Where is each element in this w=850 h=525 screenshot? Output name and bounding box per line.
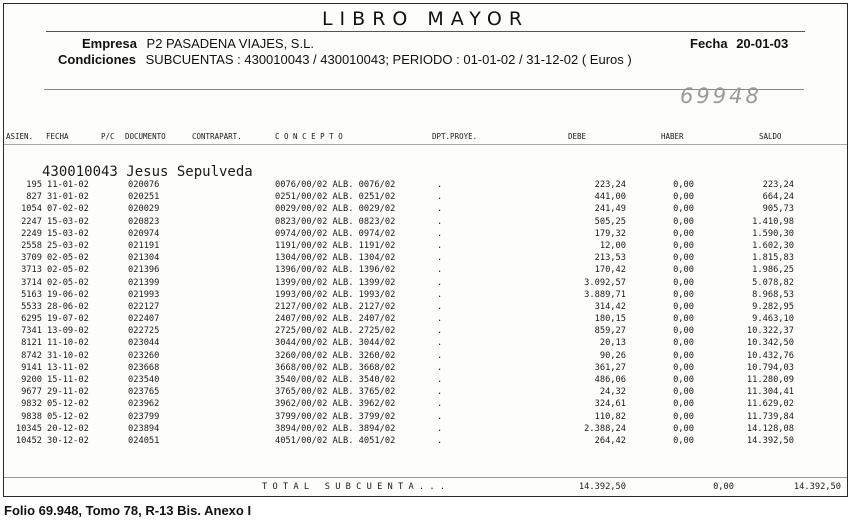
cell-haber: 0,00	[673, 228, 694, 239]
cell-haber: 0,00	[673, 350, 694, 361]
cell-debe: 213,53	[594, 253, 626, 264]
cell-saldo: 8.968,53	[752, 289, 794, 300]
cell-documento: 023540	[128, 375, 160, 385]
table-row	[4, 241, 847, 253]
cell-saldo: 9.282,95	[752, 301, 794, 312]
total-haber: 0,00	[713, 482, 734, 492]
cell-debe: 179,32	[594, 228, 626, 239]
cell-asien: 9141	[21, 362, 42, 373]
cell-haber: 0,00	[673, 204, 694, 215]
cell-debe: 505,25	[594, 216, 626, 227]
cell-debe: 361,27	[594, 362, 626, 373]
cell-concepto: 2127/00/02 ALB. 2127/02	[275, 301, 396, 312]
cell-haber: 0,00	[673, 423, 694, 434]
cell-saldo: 10.322,37	[746, 326, 794, 337]
table-row	[4, 278, 847, 290]
cell-concepto: 1191/00/02 ALB. 1191/02	[275, 240, 396, 251]
ledger-scan	[3, 3, 848, 497]
cell-saldo: 10.794,03	[746, 362, 794, 373]
cell-documento: 022407	[128, 314, 160, 325]
cell-haber: 0,00	[673, 435, 694, 446]
cell-debe: 441,00	[594, 192, 626, 203]
table-row	[4, 436, 847, 448]
col-haber: HABER	[661, 132, 684, 141]
cell-asien: 10452	[15, 435, 42, 446]
condiciones-row	[58, 52, 632, 67]
cell-fecha: 13-09-02	[47, 326, 89, 337]
cell-fecha: 31-10-02	[47, 350, 89, 361]
cell-fecha: 02-05-02	[47, 265, 89, 276]
cell-fecha: 20-12-02	[47, 423, 89, 434]
cell-debe: 859,27	[594, 326, 626, 337]
col-saldo: SALDO	[759, 132, 782, 141]
cell-fecha: 29-11-02	[47, 387, 89, 398]
cell-haber: 0,00	[673, 362, 694, 373]
cell-debe: 3.092,57	[584, 277, 626, 288]
cell-debe: 264,42	[594, 435, 626, 446]
table-row	[4, 424, 847, 436]
cell-documento: 023765	[128, 387, 160, 398]
cell-asien: 3713	[21, 265, 42, 276]
cell-haber: 0,00	[673, 411, 694, 422]
cell-debe: 2.388,24	[584, 423, 626, 434]
cell-fecha: 19-06-02	[47, 289, 89, 300]
cell-haber: 0,00	[673, 216, 694, 227]
cell-fecha: 11-01-02	[47, 180, 89, 190]
table-row	[4, 290, 847, 302]
cell-asien: 9200	[21, 375, 42, 385]
cell-fecha: 28-06-02	[47, 301, 89, 312]
col-contrapart: CONTRAPART.	[192, 132, 242, 141]
cell-asien: 7341	[21, 326, 42, 337]
table-row	[4, 363, 847, 375]
cell-dpt: .	[437, 423, 443, 434]
cell-dpt: .	[437, 411, 443, 422]
cell-concepto: 1993/00/02 ALB. 1993/02	[275, 289, 396, 300]
cell-haber: 0,00	[673, 326, 694, 337]
cell-dpt: .	[437, 289, 443, 300]
cell-saldo: 1.590,30	[752, 228, 794, 239]
cell-asien: 3709	[21, 253, 42, 264]
fecha-row	[690, 36, 788, 51]
cell-debe: 3.889,71	[584, 289, 626, 300]
empresa-row	[82, 36, 314, 51]
table-row	[4, 338, 847, 350]
cell-haber: 0,00	[673, 314, 694, 325]
cell-debe: 170,42	[594, 265, 626, 276]
table-row	[4, 351, 847, 363]
cell-documento: 023668	[128, 362, 160, 373]
cell-saldo: 1.410,98	[752, 216, 794, 227]
cell-fecha: 25-03-02	[47, 240, 89, 251]
cell-dpt: .	[437, 277, 443, 288]
cell-asien: 6295	[21, 314, 42, 325]
cell-documento: 020029	[128, 204, 160, 215]
cell-haber: 0,00	[673, 301, 694, 312]
table-row	[4, 314, 847, 326]
cell-dpt: .	[437, 216, 443, 227]
col-fecha: FECHA	[46, 132, 69, 141]
table-row	[4, 180, 847, 192]
table-row	[4, 387, 847, 399]
cell-asien: 827	[26, 192, 42, 203]
cell-fecha: 19-07-02	[47, 314, 89, 325]
title-rule	[46, 31, 805, 32]
cell-fecha: 13-11-02	[47, 362, 89, 373]
cell-concepto: 1304/00/02 ALB. 1304/02	[275, 253, 396, 264]
table-row	[4, 192, 847, 204]
cell-dpt: .	[437, 362, 443, 373]
cell-debe: 12,00	[599, 240, 626, 251]
cell-dpt: .	[437, 180, 443, 190]
total-saldo: 14.392,50	[793, 482, 841, 492]
cell-haber: 0,00	[673, 180, 694, 190]
cell-concepto: 3668/00/02 ALB. 3668/02	[275, 362, 396, 373]
cell-documento: 023260	[128, 350, 160, 361]
cell-saldo: 11.739,84	[746, 411, 794, 422]
cell-debe: 486,06	[594, 375, 626, 385]
cell-asien: 8742	[21, 350, 42, 361]
cell-documento: 022725	[128, 326, 160, 337]
cell-asien: 9838	[21, 411, 42, 422]
table-row	[4, 399, 847, 411]
cell-documento: 021396	[128, 265, 160, 276]
total-label: T O T A L S U B C U E N T A . . .	[262, 482, 446, 492]
cell-debe: 314,42	[594, 301, 626, 312]
cell-asien: 5163	[21, 289, 42, 300]
cell-haber: 0,00	[673, 240, 694, 251]
cell-fecha: 07-02-02	[47, 204, 89, 215]
cell-saldo: 14.128,08	[746, 423, 794, 434]
cell-saldo: 14.392,50	[746, 435, 794, 446]
cell-concepto: 2725/00/02 ALB. 2725/02	[275, 326, 396, 337]
cell-concepto: 0029/00/02 ALB. 0029/02	[275, 204, 396, 215]
cell-dpt: .	[437, 350, 443, 361]
cell-debe: 241,49	[594, 204, 626, 215]
cell-asien: 10345	[15, 423, 42, 434]
cell-saldo: 11.629,02	[746, 399, 794, 410]
cell-saldo: 9.463,10	[752, 314, 794, 325]
cell-saldo: 1.602,30	[752, 240, 794, 251]
cell-concepto: 4051/00/02 ALB. 4051/02	[275, 435, 396, 446]
cell-asien: 3714	[21, 277, 42, 288]
cell-documento: 021304	[128, 253, 160, 264]
cell-documento: 021993	[128, 289, 160, 300]
cell-saldo: 223,24	[762, 180, 794, 190]
cell-debe: 24,32	[599, 387, 626, 398]
cell-documento: 023044	[128, 338, 160, 349]
col-debe: DEBE	[568, 132, 587, 141]
cell-haber: 0,00	[673, 338, 694, 349]
cell-documento: 024051	[128, 435, 160, 446]
cell-debe: 20,13	[599, 338, 626, 349]
fecha-value: 20-01-03	[736, 36, 789, 51]
cell-asien: 2247	[21, 216, 42, 227]
cell-fecha: 02-05-02	[47, 253, 89, 264]
col-documento: DOCUMENTO	[125, 132, 166, 141]
cell-concepto: 3894/00/02 ALB. 3894/02	[275, 423, 396, 434]
cell-saldo: 11.280,09	[746, 375, 794, 385]
condiciones-label: Condiciones	[58, 52, 137, 67]
table-row	[4, 229, 847, 241]
total-rule	[4, 477, 847, 478]
cell-saldo: 10.342,50	[746, 338, 794, 349]
cell-asien: 1054	[21, 204, 42, 215]
cell-dpt: .	[437, 326, 443, 337]
cell-fecha: 05-12-02	[47, 399, 89, 410]
cell-asien: 195	[26, 180, 42, 190]
table-row	[4, 217, 847, 229]
cell-saldo: 664,24	[762, 192, 794, 203]
cell-haber: 0,00	[673, 387, 694, 398]
cell-haber: 0,00	[673, 375, 694, 385]
col-dpt: DPT.PROYE.	[432, 132, 478, 141]
cell-saldo: 905,73	[762, 204, 794, 215]
table-row	[4, 204, 847, 216]
cell-fecha: 15-03-02	[47, 216, 89, 227]
cell-debe: 324,61	[594, 399, 626, 410]
cell-debe: 90,26	[599, 350, 626, 361]
cell-documento: 020076	[128, 180, 160, 190]
cell-concepto: 0974/00/02 ALB. 0974/02	[275, 228, 396, 239]
ledger-rows	[4, 180, 847, 448]
cell-documento: 022127	[128, 301, 160, 312]
empresa-value: P2 PASADENA VIAJES, S.L.	[146, 36, 314, 51]
total-debe: 14.392,50	[578, 482, 626, 492]
cell-dpt: .	[437, 399, 443, 410]
cell-asien: 8121	[21, 338, 42, 349]
cell-dpt: .	[437, 338, 443, 349]
cell-concepto: 3260/00/02 ALB. 3260/02	[275, 350, 396, 361]
cell-concepto: 3540/00/02 ALB. 3540/02	[275, 375, 396, 385]
cell-concepto: 2407/00/02 ALB. 2407/02	[275, 314, 396, 325]
cell-dpt: .	[437, 204, 443, 215]
table-row	[4, 265, 847, 277]
cell-saldo: 11.304,41	[746, 387, 794, 398]
cell-concepto: 3799/00/02 ALB. 3799/02	[275, 411, 396, 422]
table-row	[4, 412, 847, 424]
cell-dpt: .	[437, 265, 443, 276]
cell-asien: 9677	[21, 387, 42, 398]
cell-debe: 223,24	[594, 180, 626, 190]
table-row	[4, 302, 847, 314]
cell-concepto: 0076/00/02 ALB. 0076/02	[275, 180, 396, 190]
cell-fecha: 02-05-02	[47, 277, 89, 288]
table-row	[4, 326, 847, 338]
folio-stamp: 69948	[680, 84, 762, 108]
account-heading: 430010043 Jesus Sepulveda	[42, 164, 253, 180]
cell-fecha: 31-01-02	[47, 192, 89, 203]
cell-documento: 020251	[128, 192, 160, 203]
cell-dpt: .	[437, 192, 443, 203]
table-row	[4, 253, 847, 265]
cell-documento: 021399	[128, 277, 160, 288]
cell-dpt: .	[437, 253, 443, 264]
fecha-label: Fecha	[690, 36, 728, 51]
cell-concepto: 0823/00/02 ALB. 0823/02	[275, 216, 396, 227]
col-concepto: C O N C E P T O	[275, 132, 343, 141]
cell-fecha: 15-11-02	[47, 375, 89, 385]
condiciones-value: SUBCUENTAS : 430010043 / 430010043; PERIODO : 01-01-02 / 31-12-02 ( Euros )	[145, 52, 632, 67]
cell-documento: 020974	[128, 228, 160, 239]
cell-dpt: .	[437, 435, 443, 446]
cell-documento: 023962	[128, 399, 160, 410]
cell-debe: 110,82	[594, 411, 626, 422]
cell-concepto: 1396/00/02 ALB. 1396/02	[275, 265, 396, 276]
cell-saldo: 5.078,82	[752, 277, 794, 288]
cell-documento: 020823	[128, 216, 160, 227]
cell-saldo: 1.986,25	[752, 265, 794, 276]
empresa-label: Empresa	[82, 36, 137, 51]
table-row	[4, 375, 847, 387]
cell-dpt: .	[437, 240, 443, 251]
cell-concepto: 3044/00/02 ALB. 3044/02	[275, 338, 396, 349]
cell-haber: 0,00	[673, 399, 694, 410]
column-rule	[4, 144, 847, 145]
col-asien: ASIEN.	[6, 132, 34, 141]
cell-dpt: .	[437, 301, 443, 312]
cell-dpt: .	[437, 387, 443, 398]
cell-saldo: 1.815,83	[752, 253, 794, 264]
cell-asien: 5533	[21, 301, 42, 312]
cell-fecha: 05-12-02	[47, 411, 89, 422]
cell-fecha: 15-03-02	[47, 228, 89, 239]
cell-haber: 0,00	[673, 289, 694, 300]
cell-haber: 0,00	[673, 192, 694, 203]
cell-dpt: .	[437, 228, 443, 239]
cell-documento: 023799	[128, 411, 160, 422]
cell-documento: 023894	[128, 423, 160, 434]
cell-haber: 0,00	[673, 265, 694, 276]
footer-caption: Folio 69.948, Tomo 78, R-13 Bis. Anexo I	[4, 503, 252, 518]
cell-saldo: 10.432,76	[746, 350, 794, 361]
cell-asien: 9832	[21, 399, 42, 410]
cell-concepto: 3765/00/02 ALB. 3765/02	[275, 387, 396, 398]
cell-haber: 0,00	[673, 253, 694, 264]
col-pc: P/C	[101, 132, 115, 141]
cell-asien: 2558	[21, 240, 42, 251]
cell-documento: 021191	[128, 240, 160, 251]
cell-concepto: 3962/00/02 ALB. 3962/02	[275, 399, 396, 410]
page-title: LIBRO MAYOR	[321, 8, 530, 30]
cell-asien: 2249	[21, 228, 42, 239]
cell-concepto: 1399/00/02 ALB. 1399/02	[275, 277, 396, 288]
cell-debe: 180,15	[594, 314, 626, 325]
cell-fecha: 30-12-02	[47, 435, 89, 446]
cell-fecha: 11-10-02	[47, 338, 89, 349]
cell-dpt: .	[437, 375, 443, 385]
cell-dpt: .	[437, 314, 443, 325]
cell-haber: 0,00	[673, 277, 694, 288]
cell-concepto: 0251/00/02 ALB. 0251/02	[275, 192, 396, 203]
